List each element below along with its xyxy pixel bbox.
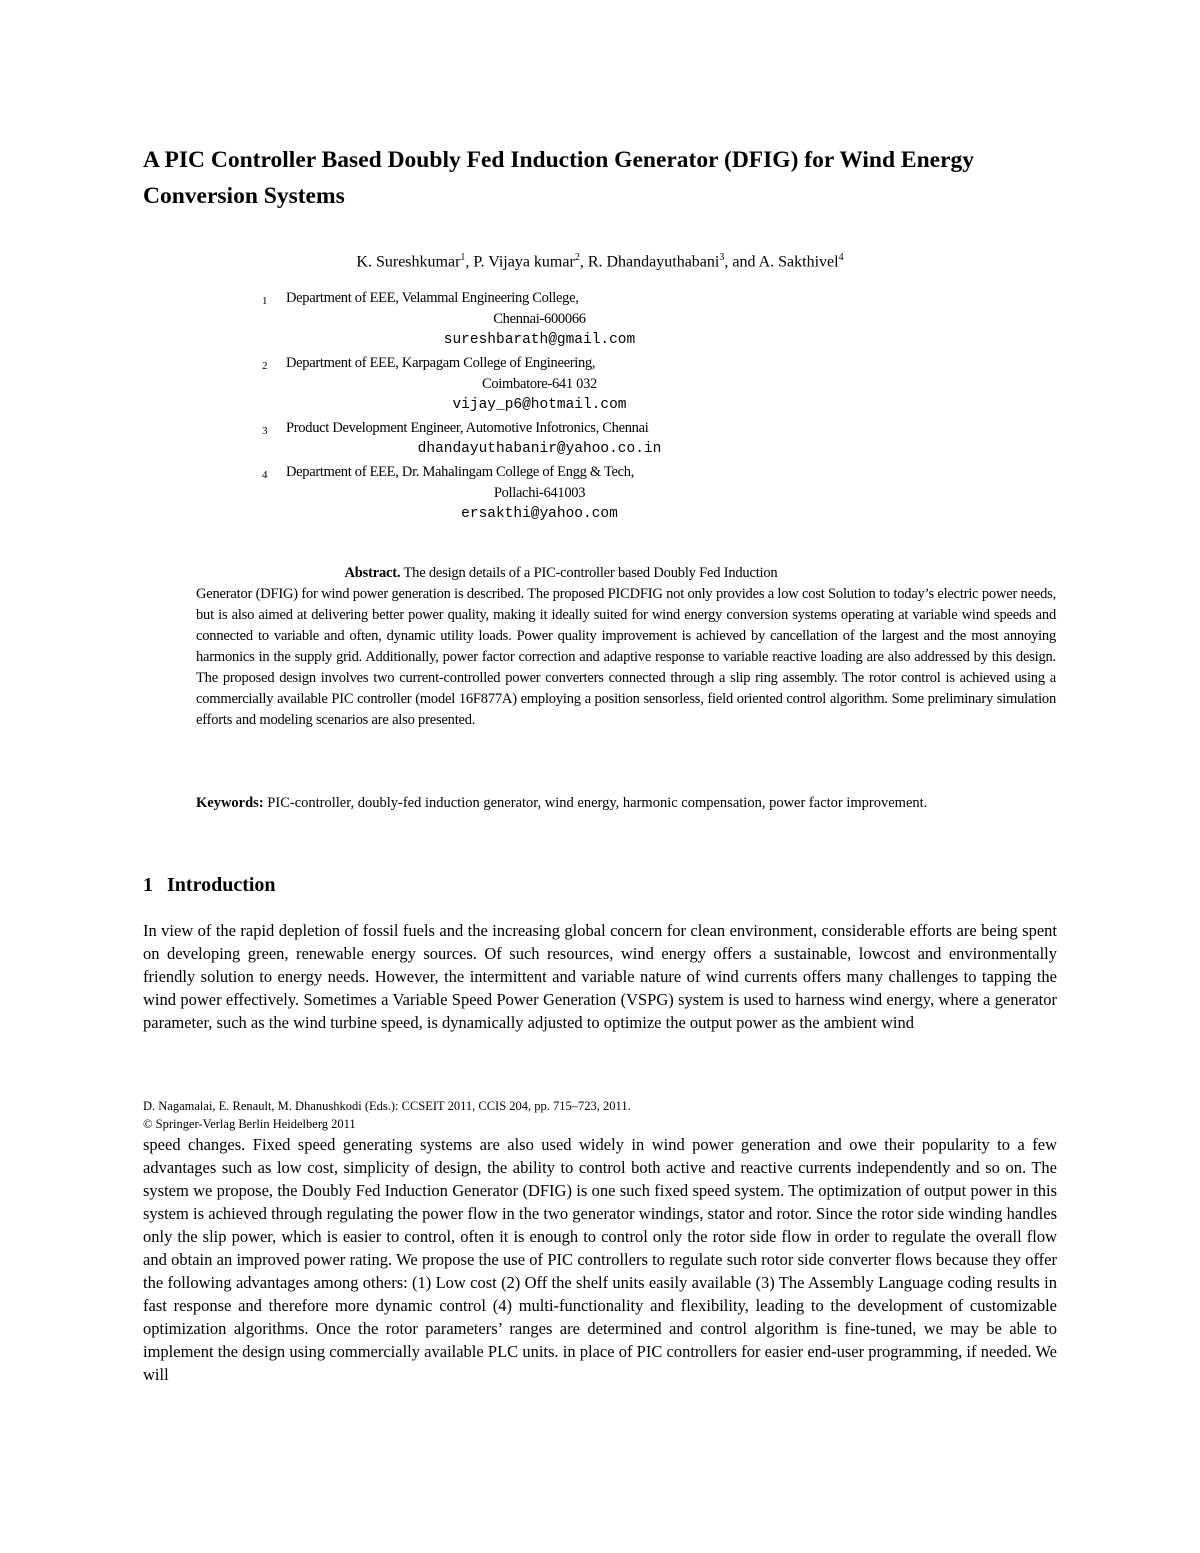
section-number: 1 [143,874,153,896]
affiliation-email[interactable]: vijay_p6@hotmail.com [452,397,627,413]
affiliation-department: Product Development Engineer, Automotive Infotronics, Chennai [286,420,649,436]
affiliation-number: 2 [262,360,268,372]
abstract-label: Abstract. [344,565,401,581]
author-affiliation-mark: 2 [574,252,580,263]
author-affiliation-mark: 1 [460,252,466,263]
affiliation-department: Department of EEE, Dr. Mahalingam College of Engg & Tech, [286,464,635,480]
abstract-first-line [196,563,1056,584]
keywords-text: PIC-controller, doubly-fed induction generator, wind energy, harmonic compensation, power factor improvement. [267,795,928,811]
abstract-lead: The design details of a PIC-controller based Doubly Fed Induction [403,565,778,581]
author-name: K. Sureshkumar [356,253,461,271]
author-separator: , [465,253,474,271]
affiliation-city: Pollachi-641003 [493,485,586,501]
intro-paragraph: In view of the rapid depletion of fossil fuels and the increasing global concern for clean environment, considerable efforts are being spent on developing green, renewable energy sources. Of such resources, wind energy offers a sustainable, lowcost and environmentally friendly solution to energy needs. However, the intermittent and variable nature of wind currents offers many challenges to tapping the wind power effectively. Sometimes a Variable Speed Power Generation (VSPG) system is used to harness wind energy, where a generator parameter, such as the wind turbine speed, is dynamically adjusted to optimize the output power as the ambient wind [143,921,1057,1032]
affiliation-department: Department of EEE, Karpagam College of Engineering, [286,355,596,371]
affiliation-department: Department of EEE, Velammal Engineering College, [286,290,579,306]
affiliation-city: Coimbatore-641 032 [481,376,597,392]
keywords [196,793,1056,814]
intro-paragraph-continued: speed changes. Fixed speed generating systems are also used widely in wind power generation and owe their popularity to a few advantages such as low cost, simplicity of design, the ability to control both active and reactive currents independently and so on. The system we propose, the Doubly Fed Induction Generator (DFIG) is one such fixed speed system. The optimization of output power in this system is achieved through regulating the power flow in the two generator windings, stator and rotor. Since the rotor side winding handles only the slip power, which is easier to control, often it is enough to control only the rotor side flow in order to regulate the overall flow and obtain an improved power rating. We propose the use of PIC controllers to regulate such rotor side converter flows because they offer the following advantages among others: (1) Low cost (2) Off the shelf units easily available (3) The Assembly Language coding results in fast response and therefore more dynamic control (4) multi-functionality and flexibility, leading to the development of customizable optimization algorithms. Once the rotor parameters’ ranges are determined and control algorithm is fine-tuned, we may be able to implement the design using commercially available PLC units. in place of PIC controllers for easier end-user programming, if needed. We will [143,1135,1057,1384]
author-name: A. Sakthivel [758,253,839,271]
author-name: R. Dhandayuthabani [587,253,720,271]
author-list [0,247,1200,273]
footnote-citation: D. Nagamalai, E. Renault, M. Dhanushkodi (Eds.): CCSEIT 2011, CCIS 204, pp. 715–723, 2011. [143,1099,631,1113]
affiliation-email[interactable]: ersakthi@yahoo.com [461,506,618,522]
affiliation-number: 4 [262,469,268,481]
abstract-body: Generator (DFIG) for wind power generation is described. The proposed PICDFIG not only provides a low cost Solution to today’s electric power needs, but is also aimed at delivering better power quality, making it ideally suited for wind energy conversion systems operating at variable wind speeds and connected to variable and often, dynamic utility loads. Power quality improvement is achieved by cancellation of the largest and the most annoying harmonics in the supply grid. Additionally, power factor correction and adaptive response to variable reactive loading are also addressed by this design. The proposed design involves two current-controlled power converters connected through a slip ring assembly. The rotor control is achieved using a commercially available PIC controller (model 16F877A) employing a position sensorless, field oriented control algorithm. Some preliminary simulation efforts and modeling scenarios are also presented. [196,586,1056,728]
section-heading [143,874,276,897]
affiliation-email[interactable]: dhandayuthabanir@yahoo.co.in [417,441,662,457]
abstract [196,563,1056,731]
author-name: P. Vijaya kumar [473,253,575,271]
footnote-copyright: © Springer-Verlag Berlin Heidelberg 2011 [143,1117,356,1131]
author-separator: , [579,253,588,271]
footnote [143,1097,631,1133]
paper-title: A PIC Controller Based Doubly Fed Induction Generator (DFIG) for Wind Energy Conversion Systems [143,147,975,209]
author-separator: , and [724,253,759,271]
author-affiliation-mark: 4 [838,252,844,263]
affiliation-number: 3 [262,425,268,437]
affiliation-number: 1 [262,295,268,307]
keywords-label: Keywords: [196,795,264,811]
section-title: Introduction [167,874,276,896]
author-affiliation-mark: 3 [719,252,725,263]
affiliation-city: Chennai-600066 [493,311,586,327]
affiliation-email[interactable]: sureshbarath@gmail.com [443,332,636,348]
